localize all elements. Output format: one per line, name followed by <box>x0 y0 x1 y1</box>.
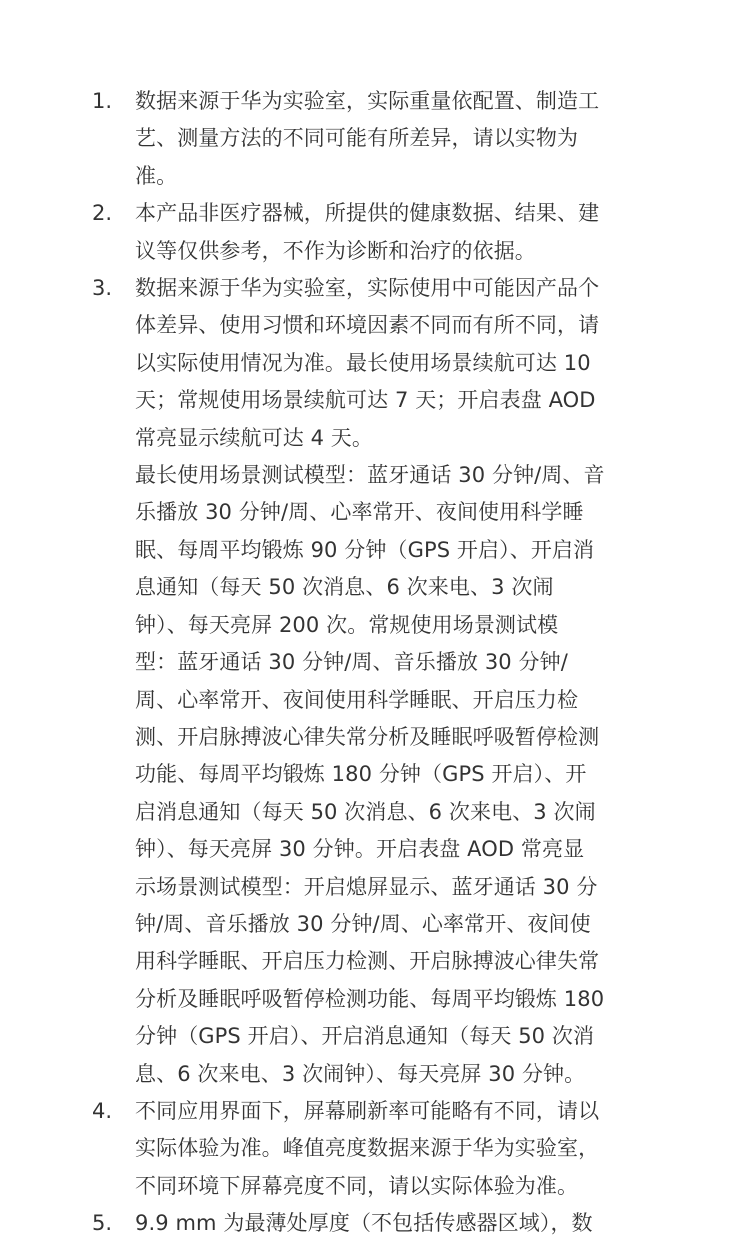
footnote-text-line: 启消息通知（每天 50 次消息、6 次来电、3 次闹 <box>135 799 596 824</box>
footnote-text-line: 不同环境下屏幕亮度不同，请以实际体验为准。 <box>135 1173 579 1198</box>
footnote-text-line: 数据来源于华为实验室，实际重量依配置、制造工 <box>135 89 600 113</box>
footnote-5 <box>0 1205 650 1242</box>
footnote-text-line: 数据来源于华为实验室，实际使用中可能因产品个 <box>135 276 600 301</box>
footnote-text-line: 实际体验为准。峰值亮度数据来源于华为实验室， <box>135 1136 600 1161</box>
footnote-number: 2. <box>92 201 113 226</box>
footnote-text-line: 眠、每周平均锻炼 90 分钟（GPS 开启）、开启消 <box>135 537 595 562</box>
footnote-text-line: 钟）、每天亮屏 30 分钟。开启表盘 AOD 常亮显 <box>135 837 585 862</box>
footnote-text-line: 分析及睡眠呼吸暂停检测功能、每周平均锻炼 180 <box>135 986 605 1011</box>
footnote-number: 4. <box>92 1098 113 1123</box>
footnote-text-line: 准。 <box>135 163 178 188</box>
footnote-number: 3. <box>92 276 113 301</box>
footnote-number: 1. <box>92 89 113 113</box>
footnote-text-line: 乐播放 30 分钟/周、心率常开、夜间使用科学睡 <box>135 500 584 525</box>
footnote-text-line: 息、6 次来电、3 次闹钟）、每天亮屏 30 分钟。 <box>135 1061 586 1086</box>
footnote-text-line: 测、开启脉搏波心律失常分析及睡眠呼吸暂停检测 <box>135 724 600 749</box>
footnote-text-line: 功能、每周平均锻炼 180 分钟（GPS 开启）、开 <box>135 762 587 787</box>
footnote-text-line: 天；常规使用场景续航可达 7 天；开启表盘 AOD <box>135 388 596 413</box>
footnote-text-line: 分钟（GPS 开启）、开启消息通知（每天 50 次消 <box>135 1024 595 1049</box>
footnote-text-line: 型：蓝牙通话 30 分钟/周、音乐播放 30 分钟/ <box>135 650 568 675</box>
footnote-text-line: 本产品非医疗器械，所提供的健康数据、结果、建 <box>135 201 600 226</box>
footnote-text-line: 9.9 mm 为最薄处厚度（不包括传感器区域），数 <box>135 1211 593 1236</box>
footnote-text-line: 钟/周、音乐播放 30 分钟/周、心率常开、夜间使 <box>135 911 591 936</box>
footnote-text-line: 体差异、使用习惯和环境因素不同而有所不同，请 <box>135 313 600 338</box>
footnote-text-line: 息通知（每天 50 次消息、6 次来电、3 次闹 <box>135 575 554 600</box>
footnote-text-line: 以实际使用情况为准。最长使用场景续航可达 10 <box>135 350 591 375</box>
footnote-1 <box>0 83 650 195</box>
footnote-text-line: 艺、测量方法的不同可能有所差异，请以实物为 <box>135 126 579 151</box>
footnote-text-line: 钟）、每天亮屏 200 次。常规使用场景测试模 <box>135 612 559 637</box>
footnote-4 <box>0 1093 650 1205</box>
footnote-3 <box>0 270 650 1093</box>
footnote-text-line: 最长使用场景测试模型：蓝牙通话 30 分钟/周、音 <box>135 463 605 488</box>
footnote-text-line: 常亮显示续航可达 4 天。 <box>135 425 374 450</box>
footnote-text-line: 不同应用界面下，屏幕刷新率可能略有不同，请以 <box>135 1098 600 1123</box>
footnote-text-line: 周、心率常开、夜间使用科学睡眠、开启压力检 <box>135 687 579 712</box>
footnote-text-line: 用科学睡眠、开启压力检测、开启脉搏波心律失常 <box>135 949 600 974</box>
footnote-text-line: 议等仅供参考，不作为诊断和治疗的依据。 <box>135 238 536 263</box>
footnotes-list <box>0 83 730 1243</box>
footnote-2 <box>0 195 650 270</box>
footnote-text-line: 示场景测试模型：开启熄屏显示、蓝牙通话 30 分 <box>135 874 598 899</box>
footnote-number: 5. <box>92 1211 113 1236</box>
